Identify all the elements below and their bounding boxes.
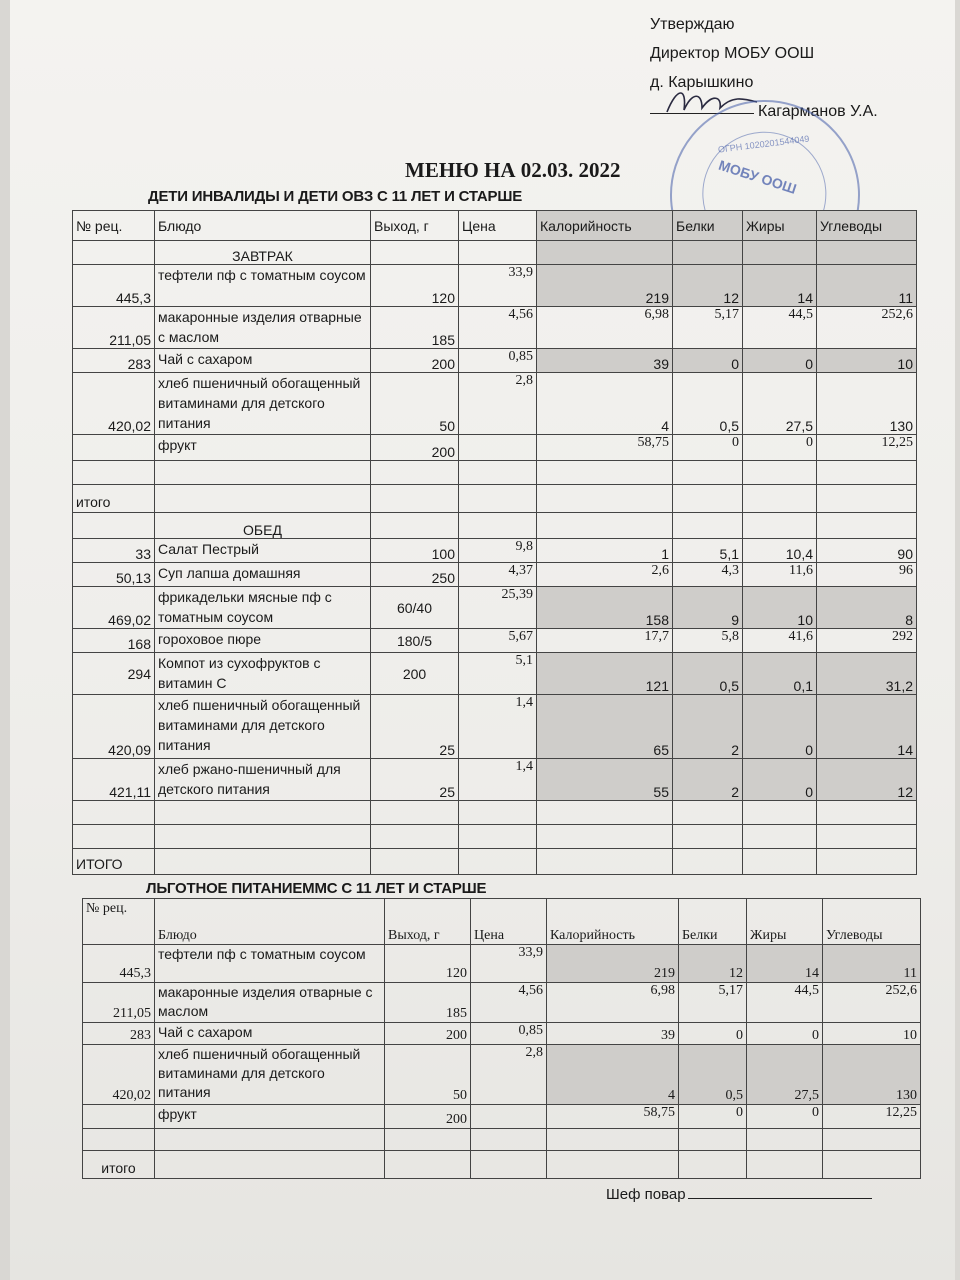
breakfast-section-row [73, 241, 917, 265]
col-kcal: Калорийность [547, 899, 679, 945]
chef-signature-line [688, 1198, 872, 1199]
table-row: 33 Салат Пестрый 100 9,8 1 5,1 10,4 90 [73, 539, 917, 563]
table-row: 445,3 тефтели пф с томатным соусом 120 33,9 219 12 14 11 [73, 265, 917, 307]
table-row: 469,02 фрикадельки мясные пф с томатным соусом 60/40 25,39 158 9 10 8 [73, 587, 917, 629]
col-out: Выход, г [385, 899, 471, 945]
approval-signer: Кагарманов У.А. [758, 103, 878, 120]
table-row: 211,05 макаронные изделия отварные с маслом 185 4,56 6,98 5,17 44,5 252,6 [83, 983, 921, 1023]
menu-table-2 [82, 898, 921, 1179]
table1-header-row [73, 211, 917, 241]
col-carb: Углеводы [823, 899, 921, 945]
table-row: фрукт 200 58,75 0 0 12,25 [73, 435, 917, 461]
col-prot: Белки [673, 211, 743, 241]
section-breakfast: ЗАВТРАК [155, 241, 371, 265]
section-lunch: ОБЕД [155, 513, 371, 539]
total-row [73, 485, 917, 513]
total-label: итого [73, 485, 155, 513]
col-rec: № рец. [73, 211, 155, 241]
col-carb: Углеводы [817, 211, 917, 241]
lunch-section-row [73, 513, 917, 539]
approval-line-3: д. Карышкино [650, 74, 754, 91]
table-row: 294 Компот из сухофруктов с витамин С 200 5,1 121 0,5 0,1 31,2 [73, 653, 917, 695]
empty-row [73, 461, 917, 485]
col-price: Цена [459, 211, 537, 241]
table1-subtitle: ДЕТИ ИНВАЛИДЫ И ДЕТИ ОВЗ С 11 ЛЕТ И СТАРШЕ [148, 188, 523, 205]
col-out: Выход, г [371, 211, 459, 241]
total-row [83, 1151, 921, 1179]
table2-header-row [83, 899, 921, 945]
table-row: 420,02 хлеб пшеничный обогащенный витаминами для детского питания 50 2,8 4 0,5 27,5 130 [83, 1045, 921, 1105]
total-label: ИТОГО [73, 849, 155, 875]
col-fat: Жиры [743, 211, 817, 241]
empty-row [73, 801, 917, 825]
stamp-text: МОБУ ООШ [716, 156, 799, 197]
table-row: 50,13 Суп лапша домашняя 250 4,37 2,6 4,3 11,6 96 [73, 563, 917, 587]
approval-line-2: Директор МОБУ ООШ [650, 45, 815, 62]
col-rec: № рец. [83, 899, 155, 945]
table-row: 168 гороховое пюре 180/5 5,67 17,7 5,8 41,6 292 [73, 629, 917, 653]
table-row: 211,05 макаронные изделия отварные с маслом 185 4,56 6,98 5,17 44,5 252,6 [73, 307, 917, 349]
stamp-ogrn: ОГРН 1020201544049 [717, 133, 810, 155]
table-row: фрукт 200 58,75 0 0 12,25 [83, 1105, 921, 1129]
col-dish: Блюдо [155, 899, 385, 945]
empty-row [83, 1129, 921, 1151]
menu-table-1 [72, 210, 917, 875]
empty-row [73, 825, 917, 849]
col-fat: Жиры [747, 899, 823, 945]
chef-signature [606, 1186, 872, 1203]
col-kcal: Калорийность [537, 211, 673, 241]
table-row: 445,3 тефтели пф с томатным соусом 120 33,9 219 12 14 11 [83, 945, 921, 983]
total-row [73, 849, 917, 875]
table2-subtitle: ЛЬГОТНОЕ ПИТАНИЕММС С 11 ЛЕТ И СТАРШЕ [146, 880, 487, 897]
table-row: 283 Чай с сахаром 200 0,85 39 0 0 10 [73, 349, 917, 373]
table-row: 420,02 хлеб пшеничный обогащенный витаминами для детского питания 50 2,8 4 0,5 27,5 130 [73, 373, 917, 435]
chef-label: Шеф повар [606, 1186, 686, 1203]
approval-line-1: Утверждаю [650, 16, 735, 33]
table-row: 421,11 хлеб ржано-пшеничный для детского питания 25 1,4 55 2 0 12 [73, 759, 917, 801]
col-prot: Белки [679, 899, 747, 945]
table-row: 283 Чай с сахаром 200 0,85 39 0 0 10 [83, 1023, 921, 1045]
page-title: МЕНЮ НА 02.03. 2022 [405, 158, 621, 182]
table-row: 420,09 хлеб пшеничный обогащенный витаминами для детского питания 25 1,4 65 2 0 14 [73, 695, 917, 759]
document-page [10, 0, 955, 1280]
col-dish: Блюдо [155, 211, 371, 241]
total-label: итого [83, 1151, 155, 1179]
col-price: Цена [471, 899, 547, 945]
